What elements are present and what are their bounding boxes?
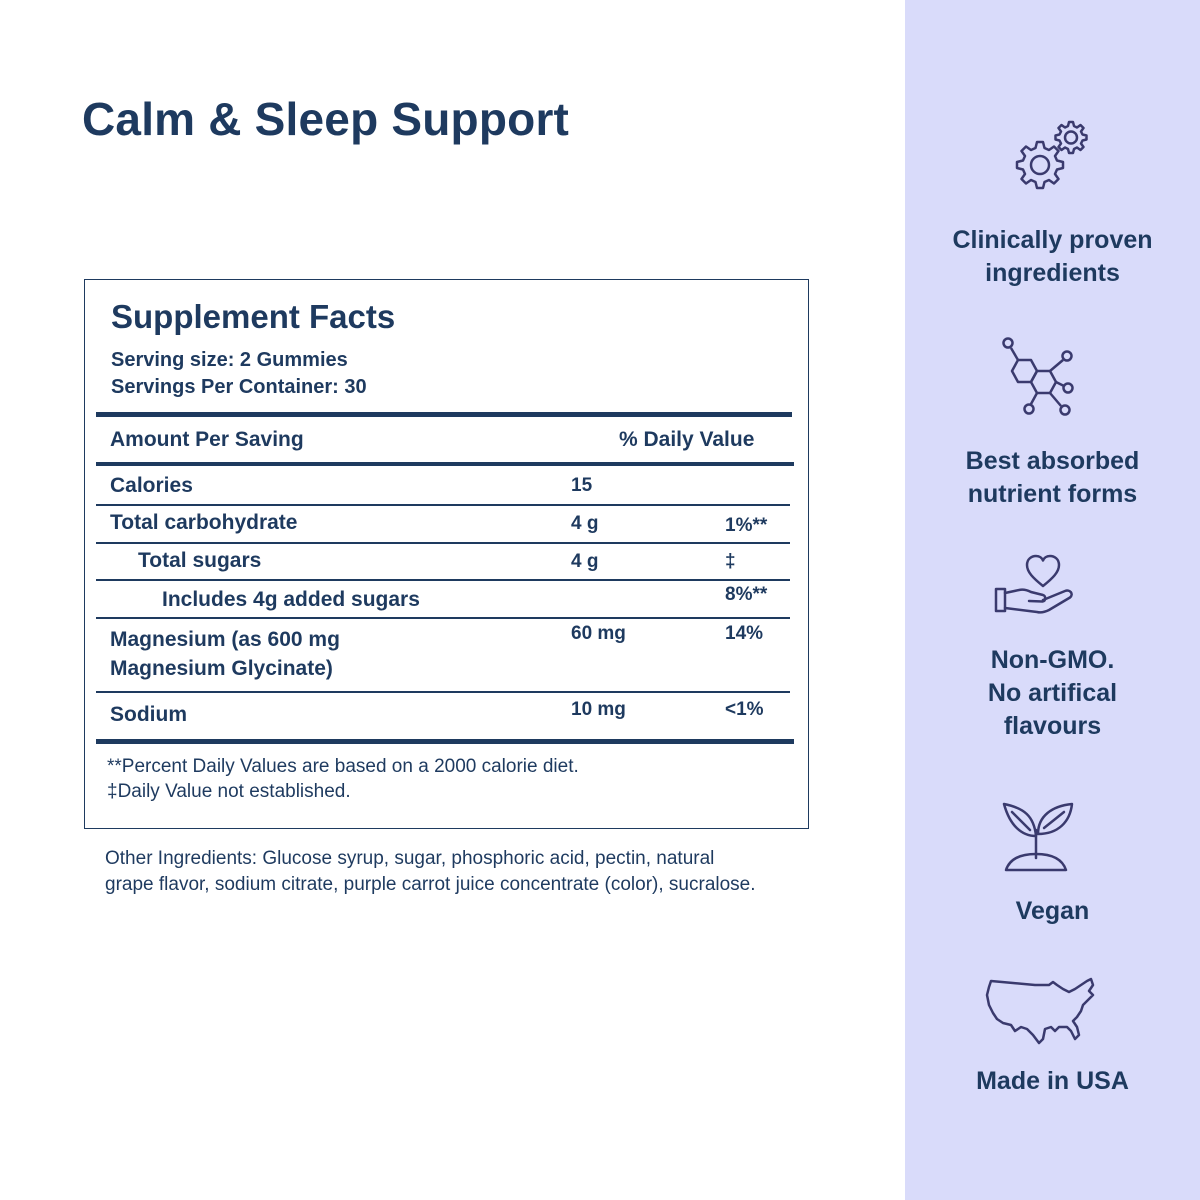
footnote-daily-values: **Percent Daily Values are based on a 2000 calorie diet. — [107, 756, 579, 777]
sprout-icon — [1000, 800, 1076, 874]
row-amount-calories: 15 — [571, 475, 593, 496]
feature-line: nutrient forms — [967, 480, 1138, 508]
divider-thick-bottom — [96, 739, 794, 744]
supplement-facts-heading: Supplement Facts — [111, 298, 396, 335]
row-name-calories: Calories — [110, 474, 193, 497]
footnote-not-established: ‡Daily Value not established. — [107, 781, 351, 802]
feature-line: Made in USA — [976, 1067, 1129, 1095]
row-amount-total-carbohydrate: 4 g — [571, 513, 599, 534]
other-ingredients: Other Ingredients: Glucose syrup, sugar, phosphoric acid, pectin, natural grape flavor, sodium citrate, purple carrot juice concentrate (color), sucralose. — [105, 848, 756, 895]
row-dv-sodium: <1% — [725, 699, 764, 720]
feature-line: No artifical — [987, 679, 1118, 707]
feature-line: Clinically proven — [952, 226, 1153, 254]
header-amount: Amount Per Saving — [110, 428, 304, 451]
header-daily-value: % Daily Value — [619, 428, 755, 451]
row-dv-added-sugars: 8%** — [725, 584, 768, 605]
servings-per-container: Servings Per Container: 30 — [111, 376, 367, 398]
feature-label-vegan — [905, 895, 1200, 928]
feature-line: ingredients — [985, 259, 1120, 287]
row-dv-total-carbohydrate: 1%** — [725, 515, 768, 536]
divider-row — [96, 504, 790, 506]
row-name-added-sugars: Includes 4g added sugars — [162, 588, 420, 611]
feature-label-made-in-usa — [905, 1065, 1200, 1098]
feature-line: Non-GMO. — [990, 646, 1115, 674]
feature-label-non-gmo — [905, 644, 1200, 743]
row-name-total-carbohydrate: Total carbohydrate — [110, 511, 298, 534]
divider-row — [96, 542, 790, 544]
row-name-sodium: Sodium — [110, 703, 187, 726]
molecule-icon — [997, 336, 1077, 420]
serving-info — [111, 347, 367, 401]
row-name-total-sugars: Total sugars — [138, 549, 262, 572]
features-panel — [905, 0, 1200, 1200]
usa-map-icon — [983, 975, 1099, 1047]
divider-header — [96, 462, 794, 466]
hand-heart-icon — [993, 552, 1079, 618]
serving-size: Serving size: 2 Gummies — [111, 349, 348, 371]
row-amount-total-sugars: 4 g — [571, 551, 599, 572]
divider-row — [96, 579, 790, 581]
feature-label-clinically-proven — [905, 224, 1200, 290]
row-dv-magnesium: 14% — [725, 623, 764, 644]
divider-row — [96, 691, 790, 693]
row-name-magnesium-line-2: Magnesium Glycinate) — [110, 657, 333, 680]
feature-line: flavours — [1003, 712, 1102, 740]
feature-line: Vegan — [1015, 897, 1090, 925]
footnotes — [107, 754, 579, 804]
row-amount-magnesium: 60 mg — [571, 623, 626, 644]
divider-thick-top — [96, 412, 792, 417]
row-amount-sodium: 10 mg — [571, 699, 626, 720]
page-title: Calm & Sleep Support — [82, 93, 570, 145]
gears-icon — [999, 118, 1095, 202]
divider-row — [96, 617, 790, 619]
supplement-facts-panel — [84, 279, 809, 829]
row-name-magnesium — [110, 625, 340, 683]
feature-label-best-absorbed — [905, 445, 1200, 511]
row-name-magnesium-line-1: Magnesium (as 600 mg — [110, 628, 340, 651]
row-dv-total-sugars: ‡ — [725, 551, 736, 572]
feature-line: Best absorbed — [965, 447, 1140, 475]
